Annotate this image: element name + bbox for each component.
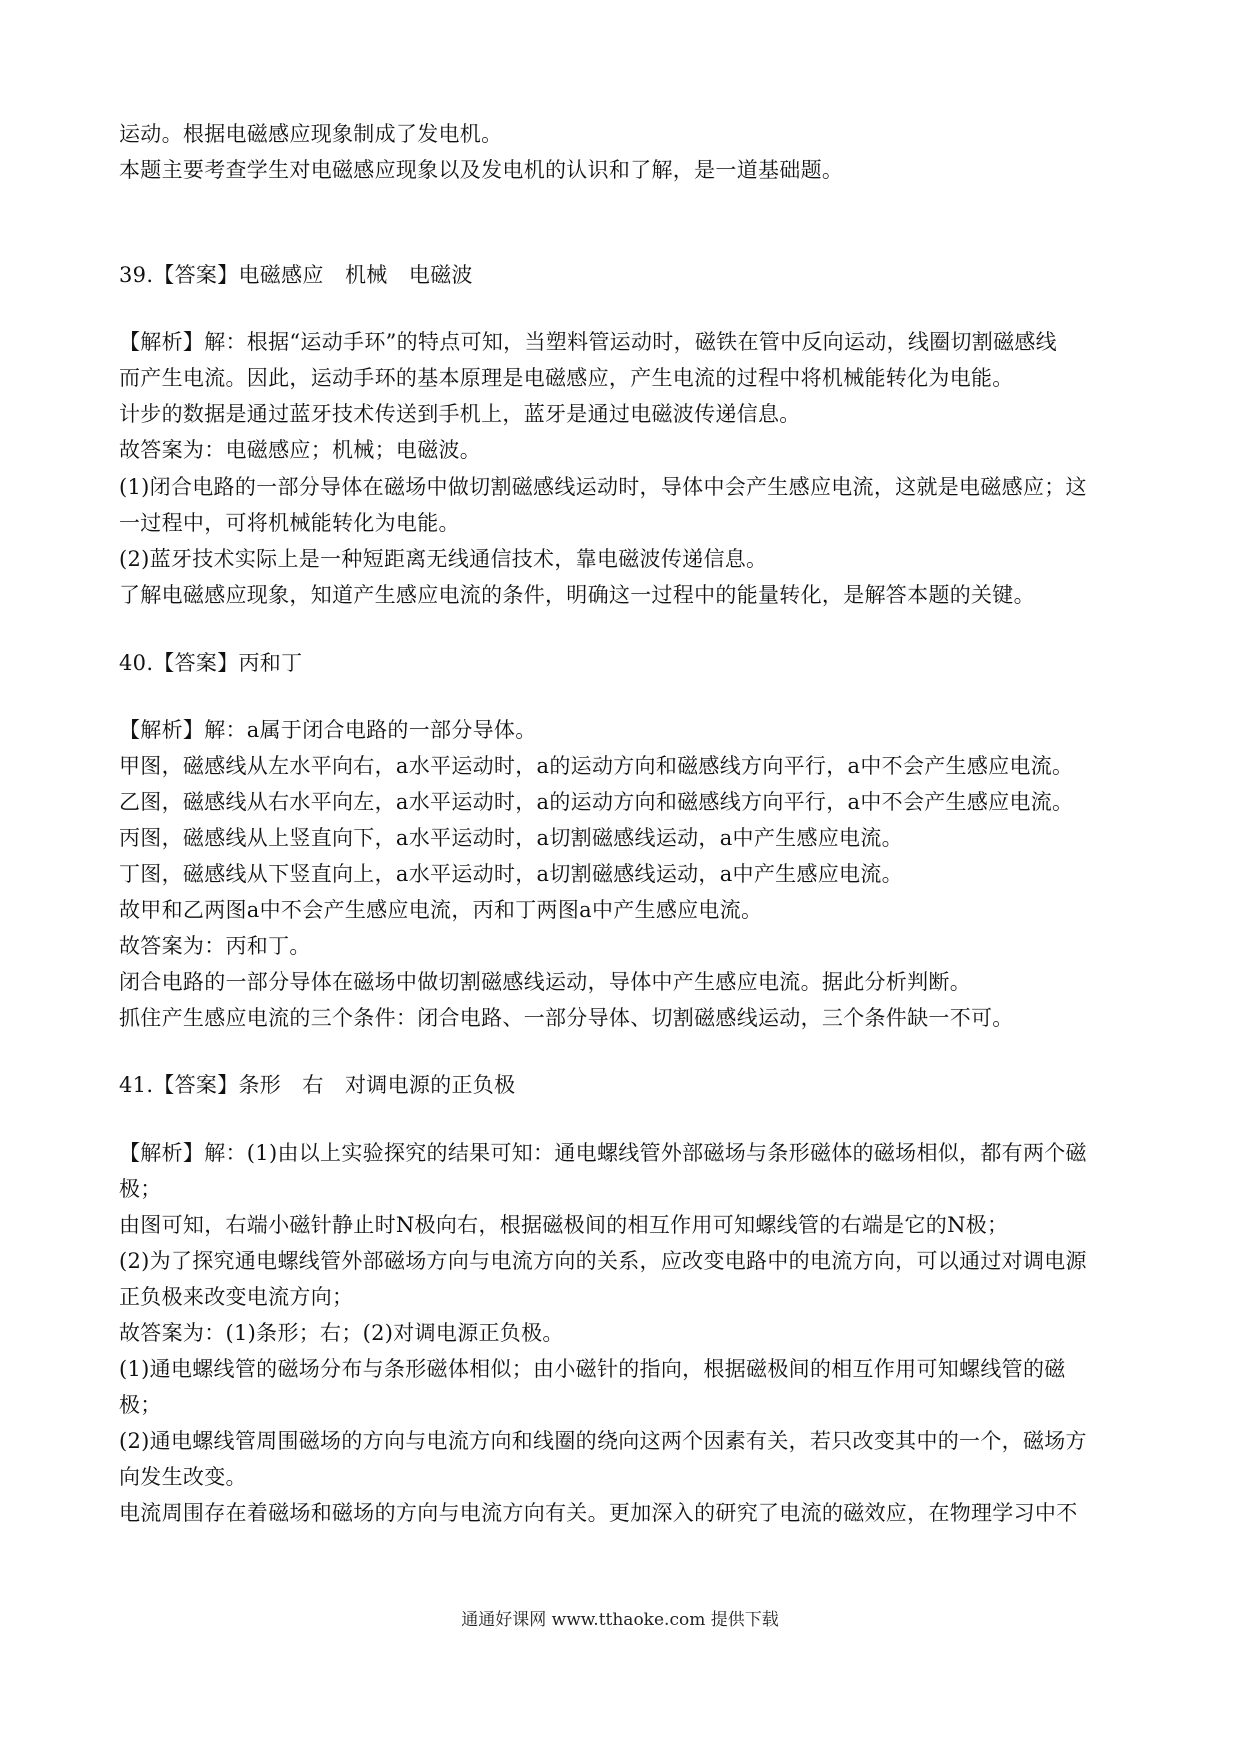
text-line: 极；: [119, 1393, 162, 1417]
text-line: (2)蓝牙技术实际上是一种短距离无线通信技术，靠电磁波传递信息。: [119, 547, 768, 571]
text-line: 【解析】解：(1)由以上实验探究的结果可知：通电螺线管外部磁场与条形磁体的磁场相似，都有两个磁: [119, 1141, 1087, 1165]
text-line: 运动。根据电磁感应现象制成了发电机。: [119, 122, 503, 146]
answer-heading-40: 40.【答案】丙和丁: [119, 651, 303, 675]
text-line: 故答案为：丙和丁。: [119, 934, 311, 958]
text-line: 闭合电路的一部分导体在磁场中做切割磁感线运动，导体中产生感应电流。据此分析判断。: [119, 970, 971, 994]
text-line: (1)通电螺线管的磁场分布与条形磁体相似；由小磁针的指向，根据磁极间的相互作用可知螺线管的磁: [119, 1357, 1066, 1381]
text-line: 正负极来改变电流方向；: [119, 1285, 354, 1309]
text-line: 了解电磁感应现象，知道产生感应电流的条件，明确这一过程中的能量转化，是解答本题的关键。: [119, 583, 1035, 607]
answer-heading-41: 41.【答案】条形 右 对调电源的正负极: [119, 1073, 516, 1097]
text-line: 故答案为：电磁感应；机械；电磁波。: [119, 438, 482, 462]
text-line: 计步的数据是通过蓝牙技术传送到手机上，蓝牙是通过电磁波传递信息。: [119, 402, 801, 426]
text-line: (2)通电螺线管周围磁场的方向与电流方向和线圈的绕向这两个因素有关，若只改变其中的一个，磁场方: [119, 1429, 1087, 1453]
text-line: 丁图，磁感线从下竖直向上，a水平运动时，a切割磁感线运动，a中产生感应电流。: [119, 862, 903, 886]
text-line: 故甲和乙两图a中不会产生感应电流，丙和丁两图a中产生感应电流。: [119, 898, 763, 922]
text-line: 而产生电流。因此，运动手环的基本原理是电磁感应，产生电流的过程中将机械能转化为电能。: [119, 366, 1014, 390]
text-line: 【解析】解：根据“运动手环”的特点可知，当塑料管运动时，磁铁在管中反向运动，线圈切割磁感线: [119, 330, 1057, 354]
text-line: 本题主要考查学生对电磁感应现象以及发电机的认识和了解，是一道基础题。: [119, 158, 844, 182]
text-line: 一过程中，可将机械能转化为电能。: [119, 511, 460, 535]
text-line: 由图可知，右端小磁针静止时N极向右，根据磁极间的相互作用可知螺线管的右端是它的N极；: [119, 1213, 1009, 1237]
answer-heading-39: 39.【答案】电磁感应 机械 电磁波: [119, 263, 473, 287]
text-line: 乙图，磁感线从右水平向左，a水平运动时，a的运动方向和磁感线方向平行，a中不会产生感应电流。: [119, 790, 1074, 814]
text-line: 向发生改变。: [119, 1465, 247, 1489]
text-line: 故答案为：(1)条形；右；(2)对调电源正负极。: [119, 1321, 564, 1345]
page-footer: 通通好课网 www.tthaoke.com 提供下载: [461, 1610, 779, 1630]
text-line: 电流周围存在着磁场和磁场的方向与电流方向有关。更加深入的研究了电流的磁效应，在物理学习中不: [119, 1501, 1078, 1525]
text-line: (1)闭合电路的一部分导体在磁场中做切割磁感线运动时，导体中会产生感应电流，这就是电磁感应；这: [119, 475, 1087, 499]
text-line: 极；: [119, 1177, 162, 1201]
text-line: (2)为了探究通电螺线管外部磁场方向与电流方向的关系，应改变电路中的电流方向，可以通过对调电源: [119, 1249, 1087, 1273]
text-line: 抓住产生感应电流的三个条件：闭合电路、一部分导体、切割磁感线运动，三个条件缺一不可。: [119, 1006, 1014, 1030]
text-line: 【解析】解：a属于闭合电路的一部分导体。: [119, 718, 537, 742]
text-line: 丙图，磁感线从上竖直向下，a水平运动时，a切割磁感线运动，a中产生感应电流。: [119, 826, 903, 850]
text-line: 甲图，磁感线从左水平向右，a水平运动时，a的运动方向和磁感线方向平行，a中不会产生感应电流。: [119, 754, 1074, 778]
